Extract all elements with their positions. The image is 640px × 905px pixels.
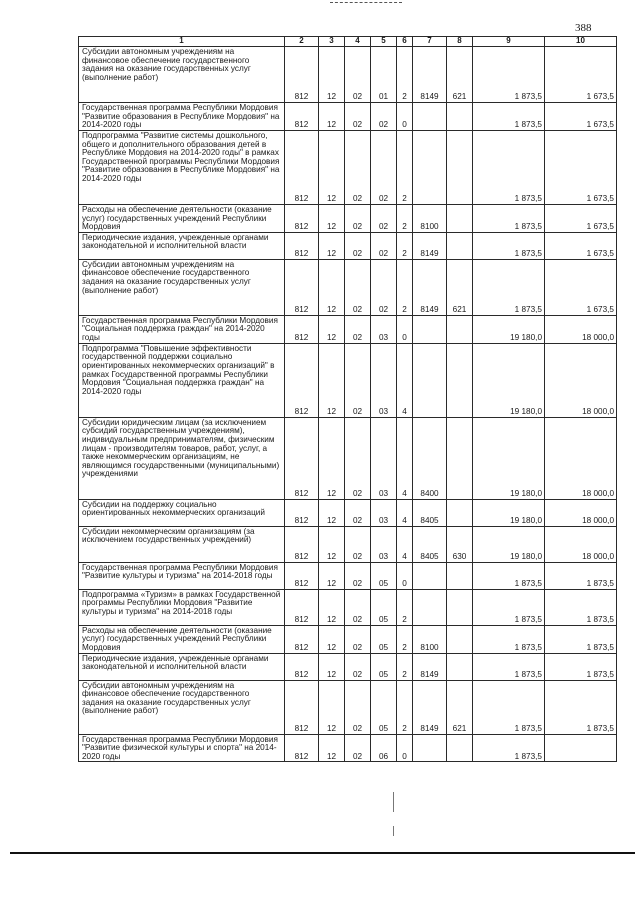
row-description: Периодические издания, учрежденные органами законодательной и исполнительной власти <box>79 653 285 680</box>
row-cell-c4: 02 <box>345 526 371 562</box>
row-cell-c4: 02 <box>345 259 371 315</box>
column-header: 9 <box>473 37 545 47</box>
row-cell-c7: 8405 <box>413 499 447 526</box>
row-cell-c2: 812 <box>285 653 319 680</box>
row-cell-c2: 812 <box>285 589 319 625</box>
row-cell-c4: 02 <box>345 131 371 205</box>
row-cell-c7: 8405 <box>413 526 447 562</box>
row-cell-c8 <box>447 734 473 762</box>
row-cell-c6: 4 <box>397 343 413 417</box>
column-header: 10 <box>545 37 617 47</box>
row-cell-c2: 812 <box>285 103 319 131</box>
row-cell-c7 <box>413 131 447 205</box>
row-cell-c9: 1 873,5 <box>473 232 545 259</box>
table-row <box>79 562 617 589</box>
table-row <box>79 734 617 762</box>
row-cell-c4: 02 <box>345 562 371 589</box>
row-cell-c8 <box>447 562 473 589</box>
row-cell-c9: 1 873,5 <box>473 47 545 103</box>
row-cell-c6: 2 <box>397 232 413 259</box>
row-cell-c8 <box>447 103 473 131</box>
row-cell-c9: 19 180,0 <box>473 343 545 417</box>
row-cell-c5: 02 <box>371 259 397 315</box>
row-cell-c3: 12 <box>319 343 345 417</box>
row-cell-c9: 1 873,5 <box>473 653 545 680</box>
row-cell-c9: 19 180,0 <box>473 499 545 526</box>
row-cell-c6: 2 <box>397 653 413 680</box>
row-cell-c3: 12 <box>319 526 345 562</box>
table-row <box>79 417 617 499</box>
row-cell-c4: 02 <box>345 734 371 762</box>
column-header: 5 <box>371 37 397 47</box>
row-cell-c4: 02 <box>345 205 371 233</box>
row-cell-c4: 02 <box>345 499 371 526</box>
row-cell-c6: 2 <box>397 205 413 233</box>
row-cell-c4: 02 <box>345 680 371 734</box>
table-row <box>79 315 617 343</box>
row-cell-c5: 02 <box>371 103 397 131</box>
row-cell-c6: 0 <box>397 734 413 762</box>
row-cell-c6: 4 <box>397 417 413 499</box>
row-cell-c7 <box>413 589 447 625</box>
table-row <box>79 589 617 625</box>
table-row <box>79 526 617 562</box>
row-cell-c5: 02 <box>371 205 397 233</box>
row-cell-c8: 630 <box>447 526 473 562</box>
row-cell-c7 <box>413 315 447 343</box>
row-cell-c10: 1 673,5 <box>545 47 617 103</box>
scan-artifact-line <box>393 792 394 812</box>
row-cell-c8 <box>447 589 473 625</box>
row-cell-c10: 1 673,5 <box>545 232 617 259</box>
row-description: Периодические издания, учрежденные органами законодательной и исполнительной власти <box>79 232 285 259</box>
row-cell-c2: 812 <box>285 499 319 526</box>
table-row <box>79 47 617 103</box>
row-cell-c2: 812 <box>285 315 319 343</box>
column-header: 8 <box>447 37 473 47</box>
row-cell-c7: 8149 <box>413 653 447 680</box>
row-cell-c5: 03 <box>371 343 397 417</box>
row-cell-c10: 18 000,0 <box>545 417 617 499</box>
table-body <box>79 47 617 762</box>
row-cell-c6: 2 <box>397 131 413 205</box>
row-cell-c9: 1 873,5 <box>473 259 545 315</box>
table-row <box>79 653 617 680</box>
column-header: 6 <box>397 37 413 47</box>
row-cell-c2: 812 <box>285 205 319 233</box>
row-cell-c9: 19 180,0 <box>473 315 545 343</box>
row-cell-c9: 1 873,5 <box>473 625 545 653</box>
row-cell-c10: 1 673,5 <box>545 103 617 131</box>
row-description: Субсидии юридическим лицам (за исключением субсидий государственным учреждениям), индивидуальным предпринимателям, физическим лицам - производителям товаров, работ, услуг, а также некоммерческим организациям, не являющимся государственными (муниципальными) учреждениями <box>79 417 285 499</box>
row-cell-c9: 1 873,5 <box>473 734 545 762</box>
row-cell-c6: 2 <box>397 680 413 734</box>
scan-artifact-top <box>330 2 402 6</box>
row-cell-c7: 8100 <box>413 205 447 233</box>
row-cell-c9: 19 180,0 <box>473 417 545 499</box>
table-row <box>79 259 617 315</box>
row-cell-c3: 12 <box>319 653 345 680</box>
row-description: Государственная программа Республики Мордовия "Развитие физической культуры и спорта" на 2014-2020 годы <box>79 734 285 762</box>
row-cell-c4: 02 <box>345 589 371 625</box>
row-description: Субсидии некоммерческим организациям (за исключением государственных учреждений) <box>79 526 285 562</box>
row-cell-c5: 05 <box>371 589 397 625</box>
row-cell-c6: 2 <box>397 259 413 315</box>
row-cell-c5: 05 <box>371 680 397 734</box>
column-header: 7 <box>413 37 447 47</box>
row-cell-c6: 4 <box>397 526 413 562</box>
row-description: Субсидии на поддержку социально ориентированных некоммерческих организаций <box>79 499 285 526</box>
row-cell-c5: 02 <box>371 131 397 205</box>
row-description: Подпрограмма "Повышение эффективности государственной поддержки социально ориентированных некоммерческих организаций" в рамках Государственной программы Республики Мордовия "Социальная поддержка граждан" на 2014-2020 годы <box>79 343 285 417</box>
row-description: Субсидии автономным учреждениям на финансовое обеспечение государственного задания на оказание государственных услуг (выполнение работ) <box>79 680 285 734</box>
row-cell-c7 <box>413 103 447 131</box>
row-cell-c10: 1 873,5 <box>545 680 617 734</box>
row-description: Подпрограмма «Туризм» в рамках Государственной программы Республики Мордовия "Развитие культуры и туризма" на 2014-2018 годы <box>79 589 285 625</box>
row-cell-c4: 02 <box>345 417 371 499</box>
row-cell-c9: 1 873,5 <box>473 131 545 205</box>
row-cell-c10: 1 673,5 <box>545 259 617 315</box>
row-cell-c9: 1 873,5 <box>473 103 545 131</box>
row-cell-c8 <box>447 417 473 499</box>
row-cell-c10: 18 000,0 <box>545 315 617 343</box>
row-cell-c3: 12 <box>319 205 345 233</box>
row-cell-c10: 1 673,5 <box>545 131 617 205</box>
row-cell-c5: 03 <box>371 526 397 562</box>
row-cell-c3: 12 <box>319 734 345 762</box>
row-description: Государственная программа Республики Мордовия "Социальная поддержка граждан" на 2014-2020 годы <box>79 315 285 343</box>
row-cell-c5: 05 <box>371 653 397 680</box>
row-cell-c5: 05 <box>371 625 397 653</box>
row-cell-c8 <box>447 343 473 417</box>
row-cell-c5: 03 <box>371 315 397 343</box>
row-cell-c6: 0 <box>397 103 413 131</box>
row-cell-c8 <box>447 205 473 233</box>
row-cell-c7: 8400 <box>413 417 447 499</box>
row-cell-c10: 1 873,5 <box>545 625 617 653</box>
row-cell-c10: 1 673,5 <box>545 205 617 233</box>
row-cell-c6: 2 <box>397 47 413 103</box>
row-cell-c5: 05 <box>371 562 397 589</box>
row-cell-c9: 1 873,5 <box>473 562 545 589</box>
row-cell-c10 <box>545 734 617 762</box>
row-cell-c10: 1 873,5 <box>545 589 617 625</box>
column-header: 1 <box>79 37 285 47</box>
row-cell-c3: 12 <box>319 232 345 259</box>
row-cell-c8: 621 <box>447 259 473 315</box>
row-cell-c3: 12 <box>319 417 345 499</box>
row-cell-c3: 12 <box>319 499 345 526</box>
row-cell-c3: 12 <box>319 47 345 103</box>
row-cell-c4: 02 <box>345 625 371 653</box>
row-cell-c9: 1 873,5 <box>473 205 545 233</box>
row-cell-c8: 621 <box>447 680 473 734</box>
row-description: Субсидии автономным учреждениям на финансовое обеспечение государственного задания на оказание государственных услуг (выполнение работ) <box>79 47 285 103</box>
row-cell-c2: 812 <box>285 259 319 315</box>
table-row <box>79 205 617 233</box>
row-cell-c2: 812 <box>285 734 319 762</box>
row-cell-c2: 812 <box>285 625 319 653</box>
row-cell-c10: 18 000,0 <box>545 499 617 526</box>
row-description: Подпрограмма "Развитие системы дошкольного, общего и дополнительного образования детей в Республике Мордовия на 2014-2020 годы" в рамках Государственной программы Республики Мордовия "Развитие образования в Республике Мордовия" на 2014-2020 годы <box>79 131 285 205</box>
row-cell-c8 <box>447 499 473 526</box>
table-header-row <box>79 37 617 47</box>
row-cell-c8: 621 <box>447 47 473 103</box>
row-cell-c2: 812 <box>285 47 319 103</box>
row-cell-c10: 18 000,0 <box>545 343 617 417</box>
row-cell-c6: 0 <box>397 315 413 343</box>
column-header: 3 <box>319 37 345 47</box>
column-header: 2 <box>285 37 319 47</box>
page-number: 388 <box>575 22 592 34</box>
row-cell-c5: 01 <box>371 47 397 103</box>
row-cell-c10: 1 873,5 <box>545 653 617 680</box>
row-cell-c5: 02 <box>371 232 397 259</box>
row-cell-c2: 812 <box>285 343 319 417</box>
table-row <box>79 343 617 417</box>
table-row <box>79 131 617 205</box>
scan-bottom-rule <box>10 852 635 854</box>
row-cell-c4: 02 <box>345 232 371 259</box>
table-row <box>79 103 617 131</box>
scan-artifact-line <box>393 826 394 836</box>
column-header: 4 <box>345 37 371 47</box>
row-description: Расходы на обеспечение деятельности (оказание услуг) государственных учреждений Республики Мордовия <box>79 625 285 653</box>
table-row <box>79 680 617 734</box>
row-cell-c3: 12 <box>319 259 345 315</box>
table-row <box>79 625 617 653</box>
row-cell-c3: 12 <box>319 315 345 343</box>
row-cell-c9: 19 180,0 <box>473 526 545 562</box>
row-cell-c4: 02 <box>345 653 371 680</box>
row-cell-c5: 03 <box>371 417 397 499</box>
row-cell-c10: 18 000,0 <box>545 526 617 562</box>
row-cell-c4: 02 <box>345 343 371 417</box>
row-cell-c3: 12 <box>319 103 345 131</box>
table-row <box>79 499 617 526</box>
row-cell-c8 <box>447 131 473 205</box>
row-cell-c2: 812 <box>285 232 319 259</box>
row-description: Государственная программа Республики Мордовия "Развитие культуры и туризма" на 2014-2018 годы <box>79 562 285 589</box>
row-cell-c3: 12 <box>319 131 345 205</box>
row-cell-c7: 8149 <box>413 259 447 315</box>
row-cell-c5: 06 <box>371 734 397 762</box>
row-description: Субсидии автономным учреждениям на финансовое обеспечение государственного задания на оказание государственных услуг (выполнение работ) <box>79 259 285 315</box>
row-cell-c3: 12 <box>319 589 345 625</box>
row-cell-c2: 812 <box>285 417 319 499</box>
row-cell-c6: 2 <box>397 625 413 653</box>
row-cell-c6: 0 <box>397 562 413 589</box>
row-cell-c5: 03 <box>371 499 397 526</box>
budget-table <box>78 36 617 762</box>
row-cell-c2: 812 <box>285 131 319 205</box>
row-cell-c7 <box>413 343 447 417</box>
row-cell-c4: 02 <box>345 103 371 131</box>
table-row <box>79 232 617 259</box>
row-cell-c6: 4 <box>397 499 413 526</box>
row-cell-c3: 12 <box>319 562 345 589</box>
row-cell-c4: 02 <box>345 315 371 343</box>
row-description: Государственная программа Республики Мордовия "Развитие образования в Республике Мордовия" на 2014-2020 годы <box>79 103 285 131</box>
row-cell-c8 <box>447 315 473 343</box>
row-cell-c6: 2 <box>397 589 413 625</box>
row-cell-c7: 8149 <box>413 47 447 103</box>
row-cell-c9: 1 873,5 <box>473 589 545 625</box>
row-cell-c2: 812 <box>285 526 319 562</box>
row-cell-c2: 812 <box>285 680 319 734</box>
row-cell-c7 <box>413 562 447 589</box>
row-cell-c3: 12 <box>319 680 345 734</box>
row-cell-c7: 8100 <box>413 625 447 653</box>
row-cell-c7: 8149 <box>413 232 447 259</box>
row-cell-c7: 8149 <box>413 680 447 734</box>
row-cell-c8 <box>447 625 473 653</box>
row-cell-c7 <box>413 734 447 762</box>
row-cell-c3: 12 <box>319 625 345 653</box>
row-cell-c10: 1 873,5 <box>545 562 617 589</box>
row-cell-c4: 02 <box>345 47 371 103</box>
row-cell-c2: 812 <box>285 562 319 589</box>
row-cell-c8 <box>447 653 473 680</box>
row-description: Расходы на обеспечение деятельности (оказание услуг) государственных учреждений Республики Мордовия <box>79 205 285 233</box>
row-cell-c9: 1 873,5 <box>473 680 545 734</box>
row-cell-c8 <box>447 232 473 259</box>
